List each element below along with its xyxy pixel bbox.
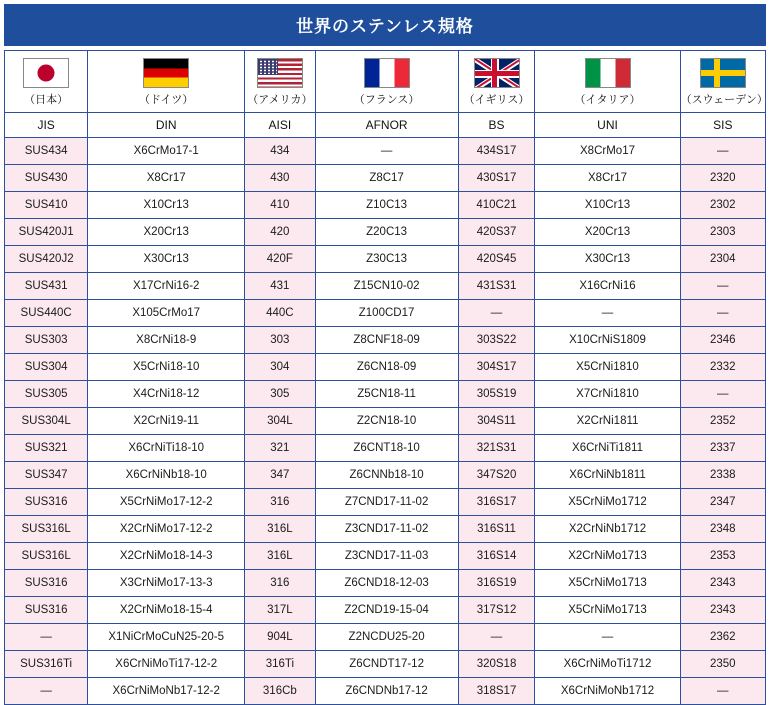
table-cell: Z3CND17-11-02 bbox=[315, 516, 458, 543]
flag-cell-france bbox=[315, 51, 458, 113]
table-cell: SUS304L bbox=[5, 408, 88, 435]
flag-france-icon bbox=[364, 58, 410, 88]
table-cell: 303S22 bbox=[458, 327, 535, 354]
table-cell: 2352 bbox=[680, 408, 765, 435]
table-cell: Z6CNDNb17-12 bbox=[315, 678, 458, 705]
column-header-bs: BS bbox=[458, 113, 535, 138]
table-cell: — bbox=[5, 624, 88, 651]
column-header-sis: SIS bbox=[680, 113, 765, 138]
table-cell: Z6CNNb18-10 bbox=[315, 462, 458, 489]
table-row bbox=[5, 246, 766, 273]
table-cell: SUS316Ti bbox=[5, 651, 88, 678]
table-cell: Z8CNF18-09 bbox=[315, 327, 458, 354]
table-cell: X6CrNiTi18-10 bbox=[88, 435, 245, 462]
table-cell: X30Cr13 bbox=[535, 246, 680, 273]
table-cell: 305S19 bbox=[458, 381, 535, 408]
country-label: （アメリカ） bbox=[247, 93, 313, 106]
flag-cell-italy bbox=[535, 51, 680, 113]
table-row bbox=[5, 192, 766, 219]
table-cell: Z6CND18-12-03 bbox=[315, 570, 458, 597]
table-cell: 2348 bbox=[680, 516, 765, 543]
table-cell: 316S17 bbox=[458, 489, 535, 516]
table-row bbox=[5, 570, 766, 597]
table-cell: X5CrNi18-10 bbox=[88, 354, 245, 381]
table-cell: 316L bbox=[245, 543, 315, 570]
table-cell: 440C bbox=[245, 300, 315, 327]
flag-header-row bbox=[5, 51, 766, 113]
table-cell: 2332 bbox=[680, 354, 765, 381]
table-row bbox=[5, 138, 766, 165]
table-cell: SUS434 bbox=[5, 138, 88, 165]
table-cell: 317S12 bbox=[458, 597, 535, 624]
table-row bbox=[5, 597, 766, 624]
table-cell: 430S17 bbox=[458, 165, 535, 192]
table-cell: — bbox=[680, 138, 765, 165]
table-cell: X6CrNiMoNb17-12-2 bbox=[88, 678, 245, 705]
table-cell: 2343 bbox=[680, 597, 765, 624]
table-row bbox=[5, 543, 766, 570]
flag-cell-uk bbox=[458, 51, 535, 113]
table-row bbox=[5, 354, 766, 381]
table-cell: Z15CN10-02 bbox=[315, 273, 458, 300]
table-cell: 2353 bbox=[680, 543, 765, 570]
table-cell: X5CrNiMo1712 bbox=[535, 489, 680, 516]
table-cell: 434 bbox=[245, 138, 315, 165]
table-cell: 316S11 bbox=[458, 516, 535, 543]
table-row bbox=[5, 408, 766, 435]
table-cell: 434S17 bbox=[458, 138, 535, 165]
table-cell: 2350 bbox=[680, 651, 765, 678]
table-cell: X17CrNi16-2 bbox=[88, 273, 245, 300]
table-cell: X6CrNiMoTi17-12-2 bbox=[88, 651, 245, 678]
table-cell: SUS347 bbox=[5, 462, 88, 489]
table-cell: 420F bbox=[245, 246, 315, 273]
table-cell: X30Cr13 bbox=[88, 246, 245, 273]
table-cell: 317L bbox=[245, 597, 315, 624]
country-label: （ドイツ） bbox=[138, 93, 194, 106]
table-cell: 316S14 bbox=[458, 543, 535, 570]
table-cell: Z2CND19-15-04 bbox=[315, 597, 458, 624]
table-cell: Z30C13 bbox=[315, 246, 458, 273]
table-cell: Z6CNDT17-12 bbox=[315, 651, 458, 678]
table-cell: X2CrNiMo18-15-4 bbox=[88, 597, 245, 624]
table-cell: 305 bbox=[245, 381, 315, 408]
table-cell: 347S20 bbox=[458, 462, 535, 489]
table-cell: SUS316 bbox=[5, 489, 88, 516]
table-cell: 2320 bbox=[680, 165, 765, 192]
table-cell: 2337 bbox=[680, 435, 765, 462]
table-row bbox=[5, 489, 766, 516]
table-cell: 304S11 bbox=[458, 408, 535, 435]
table-cell: Z5CN18-11 bbox=[315, 381, 458, 408]
column-header-afnor: AFNOR bbox=[315, 113, 458, 138]
table-row bbox=[5, 462, 766, 489]
table-row bbox=[5, 300, 766, 327]
column-header-uni: UNI bbox=[535, 113, 680, 138]
table-cell: X2CrNiMo1713 bbox=[535, 543, 680, 570]
table-cell: SUS410 bbox=[5, 192, 88, 219]
table-cell: X6CrMo17-1 bbox=[88, 138, 245, 165]
table-cell: X20Cr13 bbox=[535, 219, 680, 246]
flag-uk-icon bbox=[474, 58, 520, 88]
table-cell: 2304 bbox=[680, 246, 765, 273]
table-row bbox=[5, 327, 766, 354]
table-cell: 2302 bbox=[680, 192, 765, 219]
table-cell: — bbox=[458, 624, 535, 651]
table-cell: 321S31 bbox=[458, 435, 535, 462]
table-cell: Z3CND17-11-03 bbox=[315, 543, 458, 570]
country-label: （フランス） bbox=[353, 93, 420, 106]
table-cell: — bbox=[535, 300, 680, 327]
table-cell: X2CrNiMo17-12-2 bbox=[88, 516, 245, 543]
table-cell: X8CrNi18-9 bbox=[88, 327, 245, 354]
country-label: （イギリス） bbox=[463, 93, 530, 106]
table-cell: X105CrMo17 bbox=[88, 300, 245, 327]
country-label: （日本） bbox=[24, 93, 69, 106]
table-cell: X4CrNi18-12 bbox=[88, 381, 245, 408]
table-cell: SUS304 bbox=[5, 354, 88, 381]
country-label: （イタリア） bbox=[574, 93, 641, 106]
flag-japan-icon bbox=[23, 58, 69, 88]
table-cell: 2303 bbox=[680, 219, 765, 246]
table-cell: SUS305 bbox=[5, 381, 88, 408]
table-cell: 316Ti bbox=[245, 651, 315, 678]
standards-table bbox=[4, 50, 766, 705]
table-cell: X2CrNi19-11 bbox=[88, 408, 245, 435]
flag-germany-icon bbox=[143, 58, 189, 88]
table-cell: X6CrNiNb1811 bbox=[535, 462, 680, 489]
table-cell: Z6CNT18-10 bbox=[315, 435, 458, 462]
table-cell: SUS420J1 bbox=[5, 219, 88, 246]
table-cell: 430 bbox=[245, 165, 315, 192]
table-cell: Z10C13 bbox=[315, 192, 458, 219]
table-cell: — bbox=[680, 300, 765, 327]
table-cell: — bbox=[535, 624, 680, 651]
table-cell: 420 bbox=[245, 219, 315, 246]
table-cell: SUS321 bbox=[5, 435, 88, 462]
table-row bbox=[5, 219, 766, 246]
table-cell: — bbox=[315, 138, 458, 165]
table-cell: 2347 bbox=[680, 489, 765, 516]
table-cell: X2CrNi1811 bbox=[535, 408, 680, 435]
table-cell: X6CrNiMoNb1712 bbox=[535, 678, 680, 705]
table-cell: X2CrNiNb1712 bbox=[535, 516, 680, 543]
table-cell: 320S18 bbox=[458, 651, 535, 678]
table-cell: — bbox=[680, 381, 765, 408]
table-cell: X16CrNi16 bbox=[535, 273, 680, 300]
table-cell: X10Cr13 bbox=[535, 192, 680, 219]
table-cell: 410 bbox=[245, 192, 315, 219]
table-row bbox=[5, 165, 766, 192]
table-cell: SUS430 bbox=[5, 165, 88, 192]
table-cell: 420S37 bbox=[458, 219, 535, 246]
table-cell: 431S31 bbox=[458, 273, 535, 300]
table-cell: Z100CD17 bbox=[315, 300, 458, 327]
table-cell: X6CrNiTi1811 bbox=[535, 435, 680, 462]
column-header-din: DIN bbox=[88, 113, 245, 138]
table-cell: 2343 bbox=[680, 570, 765, 597]
column-header-jis: JIS bbox=[5, 113, 88, 138]
table-cell: 347 bbox=[245, 462, 315, 489]
table-cell: X5CrNiMo1713 bbox=[535, 597, 680, 624]
table-cell: — bbox=[680, 273, 765, 300]
table-cell: 304 bbox=[245, 354, 315, 381]
table-cell: Z2CN18-10 bbox=[315, 408, 458, 435]
table-cell: X20Cr13 bbox=[88, 219, 245, 246]
table-row bbox=[5, 678, 766, 705]
flag-cell-usa bbox=[245, 51, 315, 113]
table-cell: Z7CND17-11-02 bbox=[315, 489, 458, 516]
table-cell: — bbox=[458, 300, 535, 327]
page-title: 世界のステンレス規格 bbox=[4, 4, 766, 46]
table-row bbox=[5, 381, 766, 408]
table-row bbox=[5, 624, 766, 651]
table-cell: SUS316L bbox=[5, 543, 88, 570]
table-cell: X8Cr17 bbox=[88, 165, 245, 192]
table-cell: Z8C17 bbox=[315, 165, 458, 192]
table-cell: 904L bbox=[245, 624, 315, 651]
country-label: （スウェーデン） bbox=[680, 93, 768, 106]
table-cell: X5CrNi1810 bbox=[535, 354, 680, 381]
table-row bbox=[5, 516, 766, 543]
flag-cell-sweden bbox=[680, 51, 768, 113]
flag-sweden-icon bbox=[700, 58, 746, 88]
table-cell: — bbox=[680, 678, 765, 705]
table-row bbox=[5, 651, 766, 678]
table-cell: 304S17 bbox=[458, 354, 535, 381]
table-cell: 420S45 bbox=[458, 246, 535, 273]
flag-cell-germany bbox=[88, 51, 245, 113]
table-cell: X10CrNiS1809 bbox=[535, 327, 680, 354]
table-cell: 316 bbox=[245, 570, 315, 597]
table-cell: SUS316L bbox=[5, 516, 88, 543]
table-row bbox=[5, 273, 766, 300]
table-cell: SUS316 bbox=[5, 570, 88, 597]
table-cell: 316L bbox=[245, 516, 315, 543]
table-cell: 303 bbox=[245, 327, 315, 354]
table-cell: X5CrNiMo1713 bbox=[535, 570, 680, 597]
table-cell: — bbox=[5, 678, 88, 705]
table-cell: 410C21 bbox=[458, 192, 535, 219]
table-cell: Z20C13 bbox=[315, 219, 458, 246]
table-cell: X6CrNiNb18-10 bbox=[88, 462, 245, 489]
table-cell: 431 bbox=[245, 273, 315, 300]
table-cell: 2338 bbox=[680, 462, 765, 489]
table-cell: Z2NCDU25-20 bbox=[315, 624, 458, 651]
table-cell: 321 bbox=[245, 435, 315, 462]
table-cell: 316 bbox=[245, 489, 315, 516]
table-cell: X6CrNiMoTi1712 bbox=[535, 651, 680, 678]
standard-header-row bbox=[5, 113, 766, 138]
table-cell: X2CrNiMo18-14-3 bbox=[88, 543, 245, 570]
table-cell: SUS431 bbox=[5, 273, 88, 300]
table-cell: X5CrNiMo17-12-2 bbox=[88, 489, 245, 516]
flag-usa-icon bbox=[257, 58, 303, 88]
table-cell: 2346 bbox=[680, 327, 765, 354]
table-cell: SUS440C bbox=[5, 300, 88, 327]
table-cell: X10Cr13 bbox=[88, 192, 245, 219]
table-cell: 318S17 bbox=[458, 678, 535, 705]
table-cell: X7CrNi1810 bbox=[535, 381, 680, 408]
table-cell: X1NiCrMoCuN25-20-5 bbox=[88, 624, 245, 651]
table-row bbox=[5, 435, 766, 462]
table-cell: SUS303 bbox=[5, 327, 88, 354]
table-cell: 316S19 bbox=[458, 570, 535, 597]
table-cell: X8Cr17 bbox=[535, 165, 680, 192]
column-header-aisi: AISI bbox=[245, 113, 315, 138]
table-cell: X3CrNiMo17-13-3 bbox=[88, 570, 245, 597]
table-cell: 2362 bbox=[680, 624, 765, 651]
table-cell: 316Cb bbox=[245, 678, 315, 705]
table-cell: X8CrMo17 bbox=[535, 138, 680, 165]
flag-cell-japan bbox=[5, 51, 88, 113]
flag-italy-icon bbox=[585, 58, 631, 88]
table-cell: 304L bbox=[245, 408, 315, 435]
table-cell: Z6CN18-09 bbox=[315, 354, 458, 381]
standards-table-body bbox=[5, 138, 766, 705]
table-cell: SUS420J2 bbox=[5, 246, 88, 273]
table-cell: SUS316 bbox=[5, 597, 88, 624]
